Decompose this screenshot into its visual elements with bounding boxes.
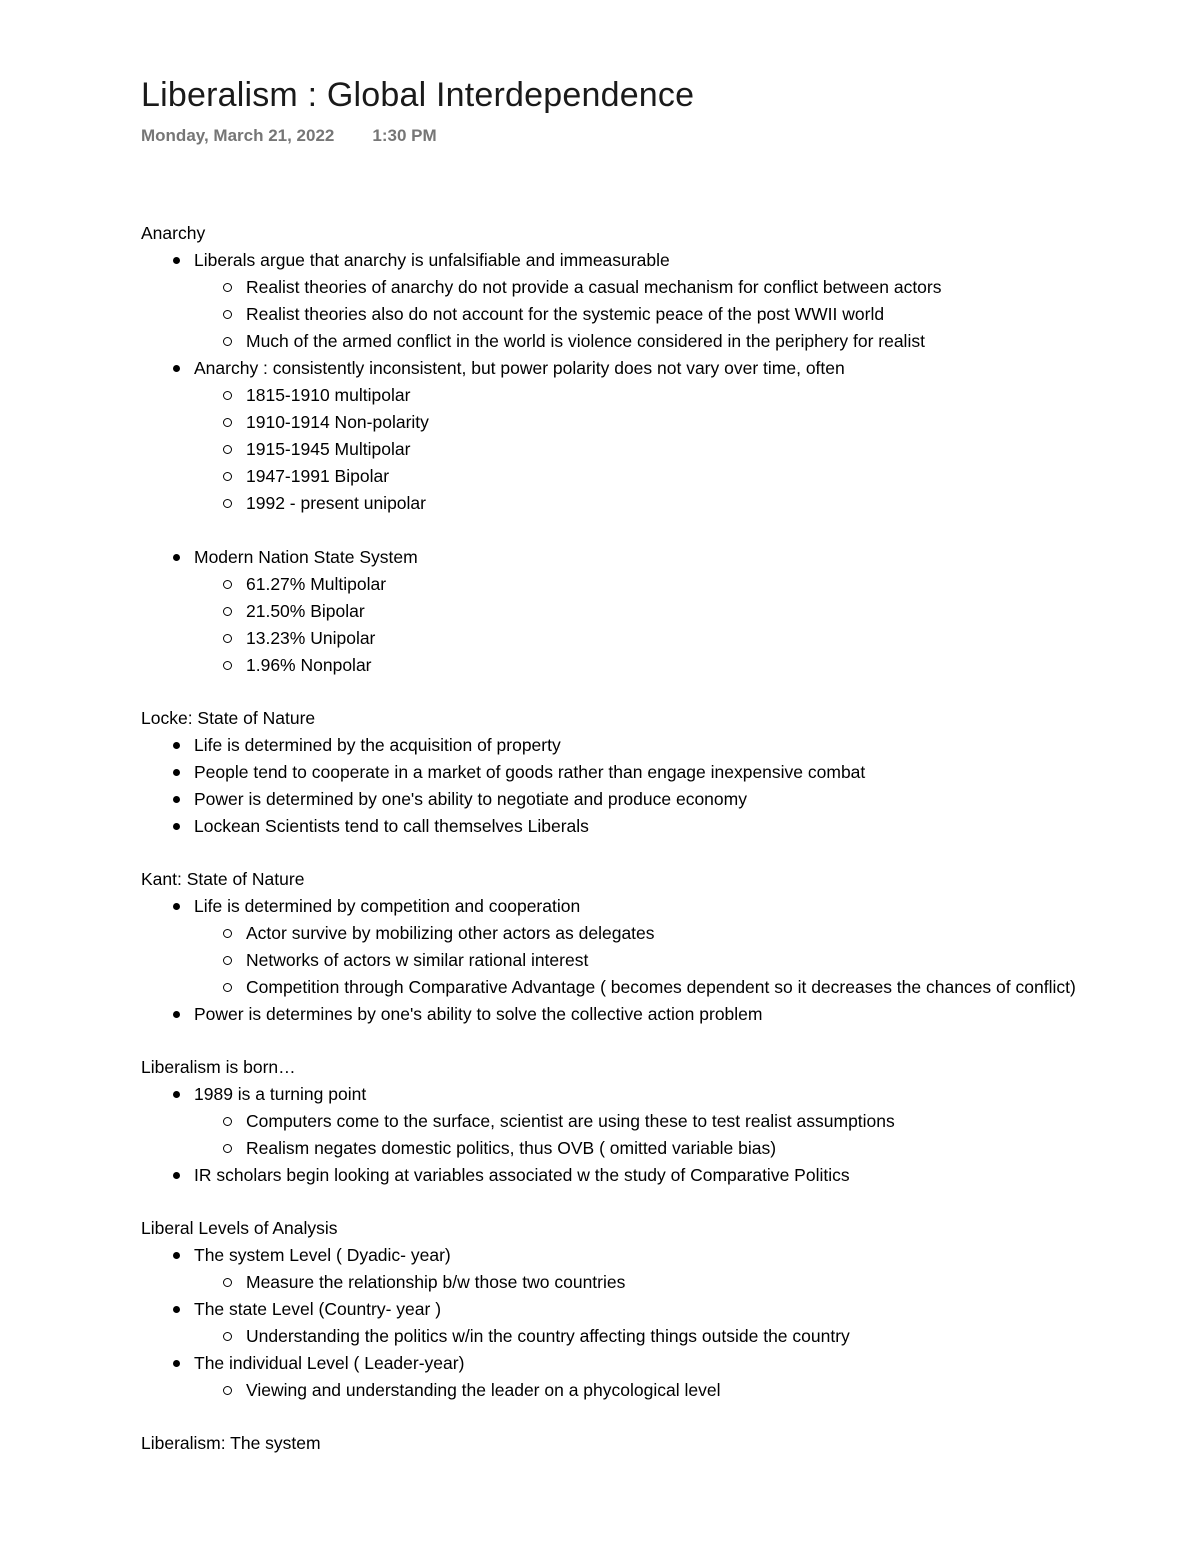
sub-list-item bbox=[194, 409, 1141, 436]
list-item-text: Power is determines by one's ability to solve the collective action problem bbox=[194, 1004, 763, 1024]
section-levels-of-analysis bbox=[141, 1215, 1141, 1404]
list-item bbox=[141, 1242, 1141, 1296]
sub-list-item-text: 1947-1991 Bipolar bbox=[246, 466, 390, 486]
section-heading: Kant: State of Nature bbox=[141, 869, 305, 889]
list-item-text: Modern Nation State System bbox=[194, 547, 418, 567]
bullet-list bbox=[141, 893, 1141, 1028]
list-item-text: Lockean Scientists tend to call themselves Liberals bbox=[194, 816, 589, 836]
list-item bbox=[141, 1001, 1141, 1028]
sub-bullet-list bbox=[194, 920, 1141, 1001]
sub-list-item bbox=[194, 974, 1141, 1001]
sub-list-item-text: 1915-1945 Multipolar bbox=[246, 439, 411, 459]
sub-list-item bbox=[194, 625, 1141, 652]
list-item-text: Liberals argue that anarchy is unfalsifiable and immeasurable bbox=[194, 250, 670, 270]
list-item-text: Anarchy : consistently inconsistent, but power polarity does not vary over time, often bbox=[194, 358, 845, 378]
bullet-list bbox=[141, 1081, 1141, 1189]
sub-list-item-text: Computers come to the surface, scientist are using these to test realist assumptions bbox=[246, 1111, 895, 1131]
sub-list-item-text: Competition through Comparative Advantage ( becomes dependent so it decreases the chances of conflict) bbox=[246, 977, 1076, 997]
note-page bbox=[141, 72, 1141, 1483]
sub-list-item bbox=[194, 598, 1141, 625]
sub-bullet-list bbox=[194, 274, 1141, 355]
section-heading: Anarchy bbox=[141, 223, 206, 243]
list-item bbox=[141, 732, 1141, 759]
note-content bbox=[141, 220, 1141, 1457]
list-item-text: The individual Level ( Leader-year) bbox=[194, 1353, 465, 1373]
sub-list-item bbox=[194, 490, 1141, 517]
sub-list-item-text: Networks of actors w similar rational interest bbox=[246, 950, 589, 970]
list-item bbox=[141, 355, 1141, 517]
bullet-list bbox=[141, 1242, 1141, 1404]
sub-list-item bbox=[194, 1108, 1141, 1135]
list-item-text: Life is determined by competition and cooperation bbox=[194, 896, 581, 916]
sub-list-item-text: 1910-1914 Non-polarity bbox=[246, 412, 429, 432]
section-heading: Liberalism is born… bbox=[141, 1057, 296, 1077]
sub-list-item-text: Realist theories also do not account for the systemic peace of the post WWII world bbox=[246, 304, 885, 324]
sub-list-item bbox=[194, 1377, 1141, 1404]
list-item-text: People tend to cooperate in a market of goods rather than engage inexpensive combat bbox=[194, 762, 866, 782]
sub-list-item bbox=[194, 920, 1141, 947]
list-item bbox=[141, 813, 1141, 840]
sub-list-item-text: Much of the armed conflict in the world is violence considered in the periphery for realist bbox=[246, 331, 925, 351]
sub-list-item-text: 1992 - present unipolar bbox=[246, 493, 426, 513]
section-heading: Liberal Levels of Analysis bbox=[141, 1218, 338, 1238]
sub-list-item-text: 61.27% Multipolar bbox=[246, 574, 387, 594]
list-item-text: The state Level (Country- year ) bbox=[194, 1299, 442, 1319]
list-item-text: The system Level ( Dyadic- year) bbox=[194, 1245, 451, 1265]
sub-list-item bbox=[194, 328, 1141, 355]
sub-list-item-text: Realist theories of anarchy do not provide a casual mechanism for conflict between actors bbox=[246, 277, 942, 297]
sub-list-item-text: 13.23% Unipolar bbox=[246, 628, 376, 648]
section-liberalism-born bbox=[141, 1054, 1141, 1189]
sub-list-item bbox=[194, 274, 1141, 301]
sub-list-item bbox=[194, 463, 1141, 490]
sub-list-item bbox=[194, 1269, 1141, 1296]
sub-list-item bbox=[194, 1135, 1141, 1162]
list-item-text: Life is determined by the acquisition of property bbox=[194, 735, 561, 755]
section-locke bbox=[141, 705, 1141, 840]
sub-list-item-text: 1.96% Nonpolar bbox=[246, 655, 372, 675]
sub-list-item-text: Understanding the politics w/in the country affecting things outside the country bbox=[246, 1326, 850, 1346]
bullet-list bbox=[141, 732, 1141, 840]
bullet-list bbox=[141, 247, 1141, 679]
list-item bbox=[141, 1162, 1141, 1189]
sub-list-item bbox=[194, 947, 1141, 974]
sub-bullet-list bbox=[194, 1323, 1141, 1350]
note-date: Monday, March 21, 2022 bbox=[141, 126, 335, 145]
list-item bbox=[141, 1296, 1141, 1350]
page-title: Liberalism : Global Interdependence bbox=[141, 76, 695, 114]
sub-list-item bbox=[194, 1323, 1141, 1350]
note-time: 1:30 PM bbox=[372, 126, 437, 145]
section-kant bbox=[141, 866, 1141, 1028]
list-item bbox=[141, 544, 1141, 679]
sub-list-item-text: Measure the relationship b/w those two countries bbox=[246, 1272, 626, 1292]
section-heading: Liberalism: The system bbox=[141, 1433, 321, 1453]
list-item bbox=[141, 1350, 1141, 1404]
list-item-text: 1989 is a turning point bbox=[194, 1084, 367, 1104]
list-item bbox=[141, 893, 1141, 1001]
sub-list-item-text: Viewing and understanding the leader on a phycological level bbox=[246, 1380, 721, 1400]
sub-list-item-text: Realism negates domestic politics, thus OVB ( omitted variable bias) bbox=[246, 1138, 777, 1158]
list-item bbox=[141, 1081, 1141, 1162]
section-heading: Locke: State of Nature bbox=[141, 708, 316, 728]
list-item-text: IR scholars begin looking at variables associated w the study of Comparative Politics bbox=[194, 1165, 850, 1185]
sub-list-item bbox=[194, 382, 1141, 409]
sub-list-item bbox=[194, 436, 1141, 463]
sub-list-item-text: Actor survive by mobilizing other actors as delegates bbox=[246, 923, 655, 943]
sub-bullet-list bbox=[194, 571, 1141, 679]
note-meta bbox=[141, 124, 1141, 148]
sub-list-item-text: 1815-1910 multipolar bbox=[246, 385, 411, 405]
list-item bbox=[141, 247, 1141, 355]
sub-bullet-list bbox=[194, 382, 1141, 517]
sub-list-item bbox=[194, 652, 1141, 679]
list-item bbox=[141, 759, 1141, 786]
sub-list-item bbox=[194, 571, 1141, 598]
sub-bullet-list bbox=[194, 1377, 1141, 1404]
sub-list-item bbox=[194, 301, 1141, 328]
sub-bullet-list bbox=[194, 1269, 1141, 1296]
sub-bullet-list bbox=[194, 1108, 1141, 1162]
section-anarchy bbox=[141, 220, 1141, 679]
sub-list-item-text: 21.50% Bipolar bbox=[246, 601, 365, 621]
list-item bbox=[141, 786, 1141, 813]
list-item-text: Power is determined by one's ability to negotiate and produce economy bbox=[194, 789, 747, 809]
section-liberalism-system bbox=[141, 1430, 1141, 1457]
